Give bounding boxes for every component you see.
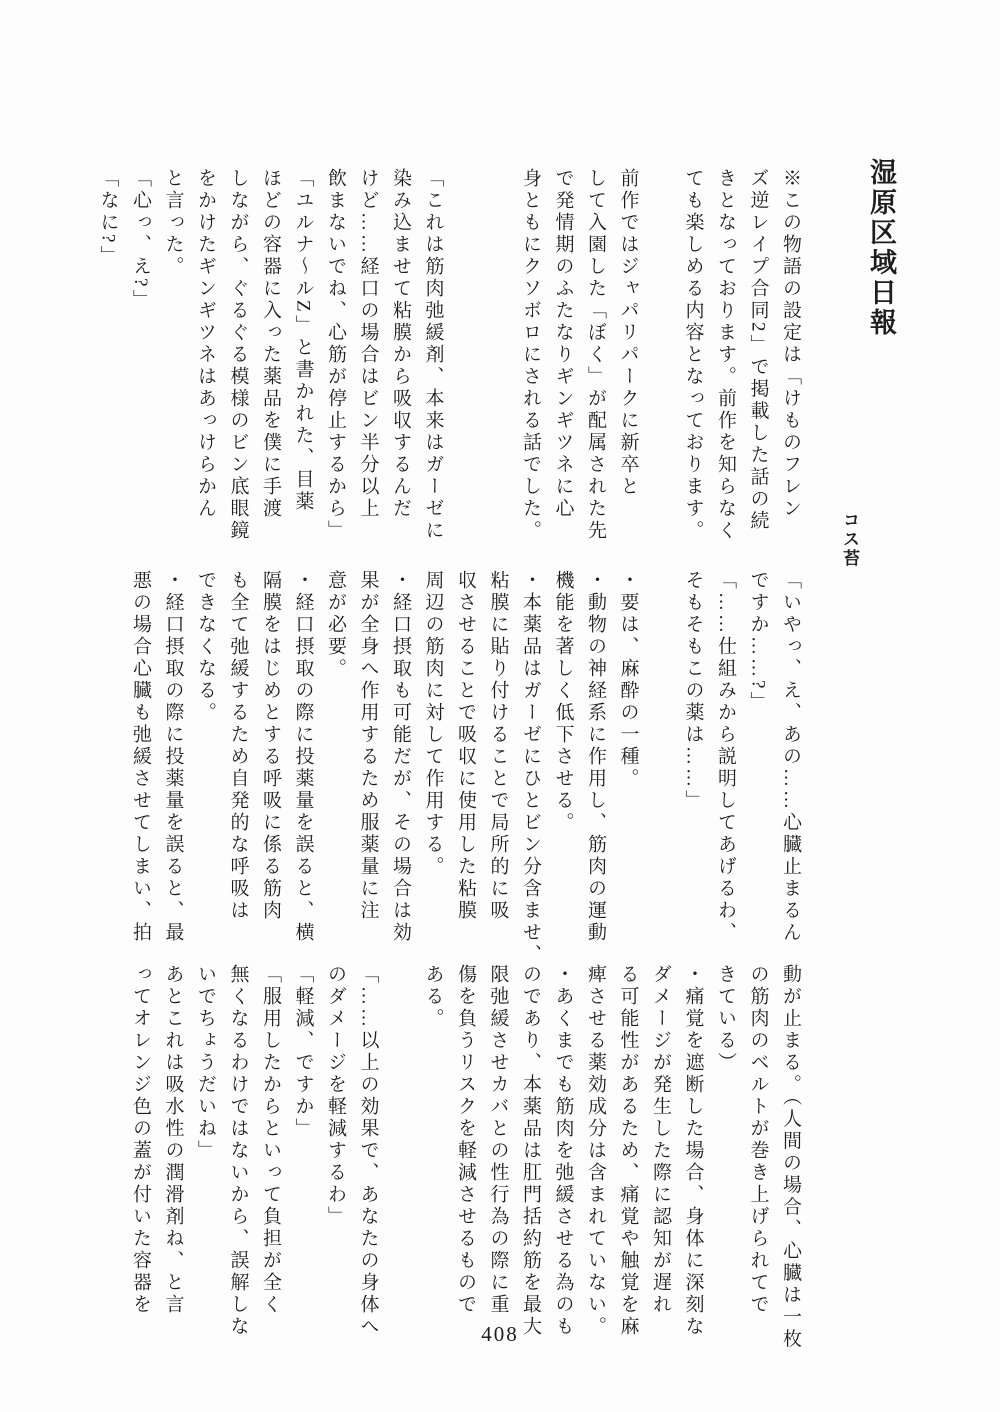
- text-line: 痺させる薬効成分は含まれていない。: [585, 964, 606, 1338]
- text-line: ・痛覚を遮断した場合、身体に深刻な: [682, 964, 704, 1338]
- text-line: のダメージを軽減するわ」: [325, 964, 346, 1228]
- text-line: 「いやっ、え、あの……心臓止まるん: [780, 570, 801, 944]
- text-line: で発情期のふたなりギンギツネに心: [552, 168, 574, 520]
- text-line: 無くなるわけではないから、誤解しな: [227, 964, 249, 1338]
- page-title: 湿原区域日報: [866, 158, 896, 338]
- text-line: ってオレンジ色の蓋が付いた容器を: [130, 964, 151, 1316]
- text-line: 「……以上の効果で、あなたの身体へ: [357, 964, 379, 1338]
- text-line: して入園した「ぼく」が配属された先: [585, 168, 606, 542]
- text-line: 意が必要。: [325, 570, 346, 680]
- text-line: ・本薬品はガーゼにひとビン分含ませ、: [520, 570, 541, 966]
- text-line: [449, 168, 482, 566]
- text-line: きている）: [715, 964, 736, 1074]
- text-line: 隔膜をはじめとする呼吸に係る筋肉: [260, 570, 281, 922]
- text-line: [384, 964, 417, 1360]
- text-line: 収させることで吸収に使用した粘膜: [455, 570, 476, 922]
- text-line: のであり、本薬品は肛門括約筋を最大: [520, 964, 541, 1338]
- text-line: 「……仕組みから説明してあげるわ、: [715, 570, 736, 944]
- text-line: できなくなる。: [195, 570, 216, 724]
- text-line: ・要は、麻酔の一種。: [617, 570, 639, 790]
- text-line: ・動物の神経系に作用し、筋肉の運動: [585, 570, 606, 944]
- text-line: きとなっております。前作を知らなく: [715, 168, 736, 542]
- text-line: 悪の場合心臓も弛緩させてしまい、拍: [130, 570, 151, 944]
- text-line: 傷を負うリスクを軽減させるもので: [455, 964, 476, 1316]
- text-line: ・経口摂取も可能だが、その場合は効: [390, 570, 411, 944]
- text-line: 「ユルナ〜ルZ」と書かれた、目薬: [292, 168, 314, 513]
- text-line: も全て弛緩するため自発的な呼吸は: [227, 570, 249, 922]
- text-line: ほどの容器に入った薬品を僕に手渡: [260, 168, 281, 520]
- text-line: の筋肉のベルトが巻き上げられてで: [747, 964, 769, 1316]
- text-block-bottom: [124, 964, 807, 1360]
- section-header: コス苔: [840, 511, 859, 568]
- text-line: 粘膜に貼り付けることで局所的に吸: [487, 570, 509, 922]
- text-line: ・あくまでも筋肉を弛緩させる為のも: [552, 964, 574, 1338]
- text-line: ※この物語の設定は「けものフレン: [780, 168, 801, 520]
- text-line: けど……経口の場合はビン半分以上: [357, 168, 379, 520]
- text-block-top: [91, 168, 806, 566]
- text-line: 動が止まる。（人間の場合、心臓は一枚: [780, 964, 801, 1351]
- text-line: [644, 570, 677, 966]
- text-line: 「なに?」: [97, 168, 119, 268]
- text-line: と言った。: [162, 168, 184, 278]
- text-line: 機能を著しく低下させる。: [552, 570, 574, 834]
- text-line: ある。: [422, 964, 444, 1030]
- text-line: そもそもこの薬は……」: [682, 570, 704, 812]
- text-line: [481, 168, 514, 566]
- text-line: しながら、ぐるぐる模様のビン底眼鏡: [227, 168, 249, 542]
- text-line: 果が全身へ作用するため服薬量に注: [357, 570, 379, 922]
- text-line: ですか……?」: [747, 570, 769, 714]
- page-number: 408: [481, 1322, 519, 1346]
- text-line: 「軽減、ですか」: [292, 964, 314, 1140]
- text-line: ・経口摂取の際に投薬量を誤ると、最: [162, 570, 184, 944]
- text-block-middle: [124, 570, 807, 966]
- text-line: ズ逆レイプ合同2」で掲載した話の続: [747, 168, 769, 533]
- text-line: あとこれは吸水性の潤滑剤ね、と言: [162, 964, 184, 1316]
- text-line: ・経口摂取の際に投薬量を誤ると、横: [292, 570, 314, 944]
- text-line: 飲まないでね、心筋が停止するから」: [325, 168, 346, 542]
- text-line: 染み込ませて粘膜から吸収するんだ: [390, 168, 411, 520]
- text-line: る可能性があるため、痛覚や触覚を麻: [617, 964, 639, 1338]
- text-line: 限弛緩させカバとの性行為の際に重: [487, 964, 509, 1316]
- text-line: [644, 168, 677, 566]
- text-line: 「心っ、え?」: [130, 168, 151, 312]
- text-line: 前作ではジャパリパークに新卒と: [617, 168, 639, 498]
- text-line: 身ともにクソボロにされる話でした。: [520, 168, 541, 542]
- text-line: ダメージが発生した際に認知が遅れ: [650, 964, 671, 1316]
- text-line: いでちょうだいね」: [195, 964, 216, 1162]
- text-line: をかけたギンギツネはあっけらかん: [195, 168, 216, 520]
- text-line: ても楽しめる内容となっております。: [682, 168, 704, 542]
- text-line: 「服用したからといって負担が全く: [260, 964, 281, 1316]
- text-line: 「これは筋肉弛緩剤、本来はガーゼに: [422, 168, 444, 542]
- text-line: 周辺の筋肉に対して作用する。: [422, 570, 444, 878]
